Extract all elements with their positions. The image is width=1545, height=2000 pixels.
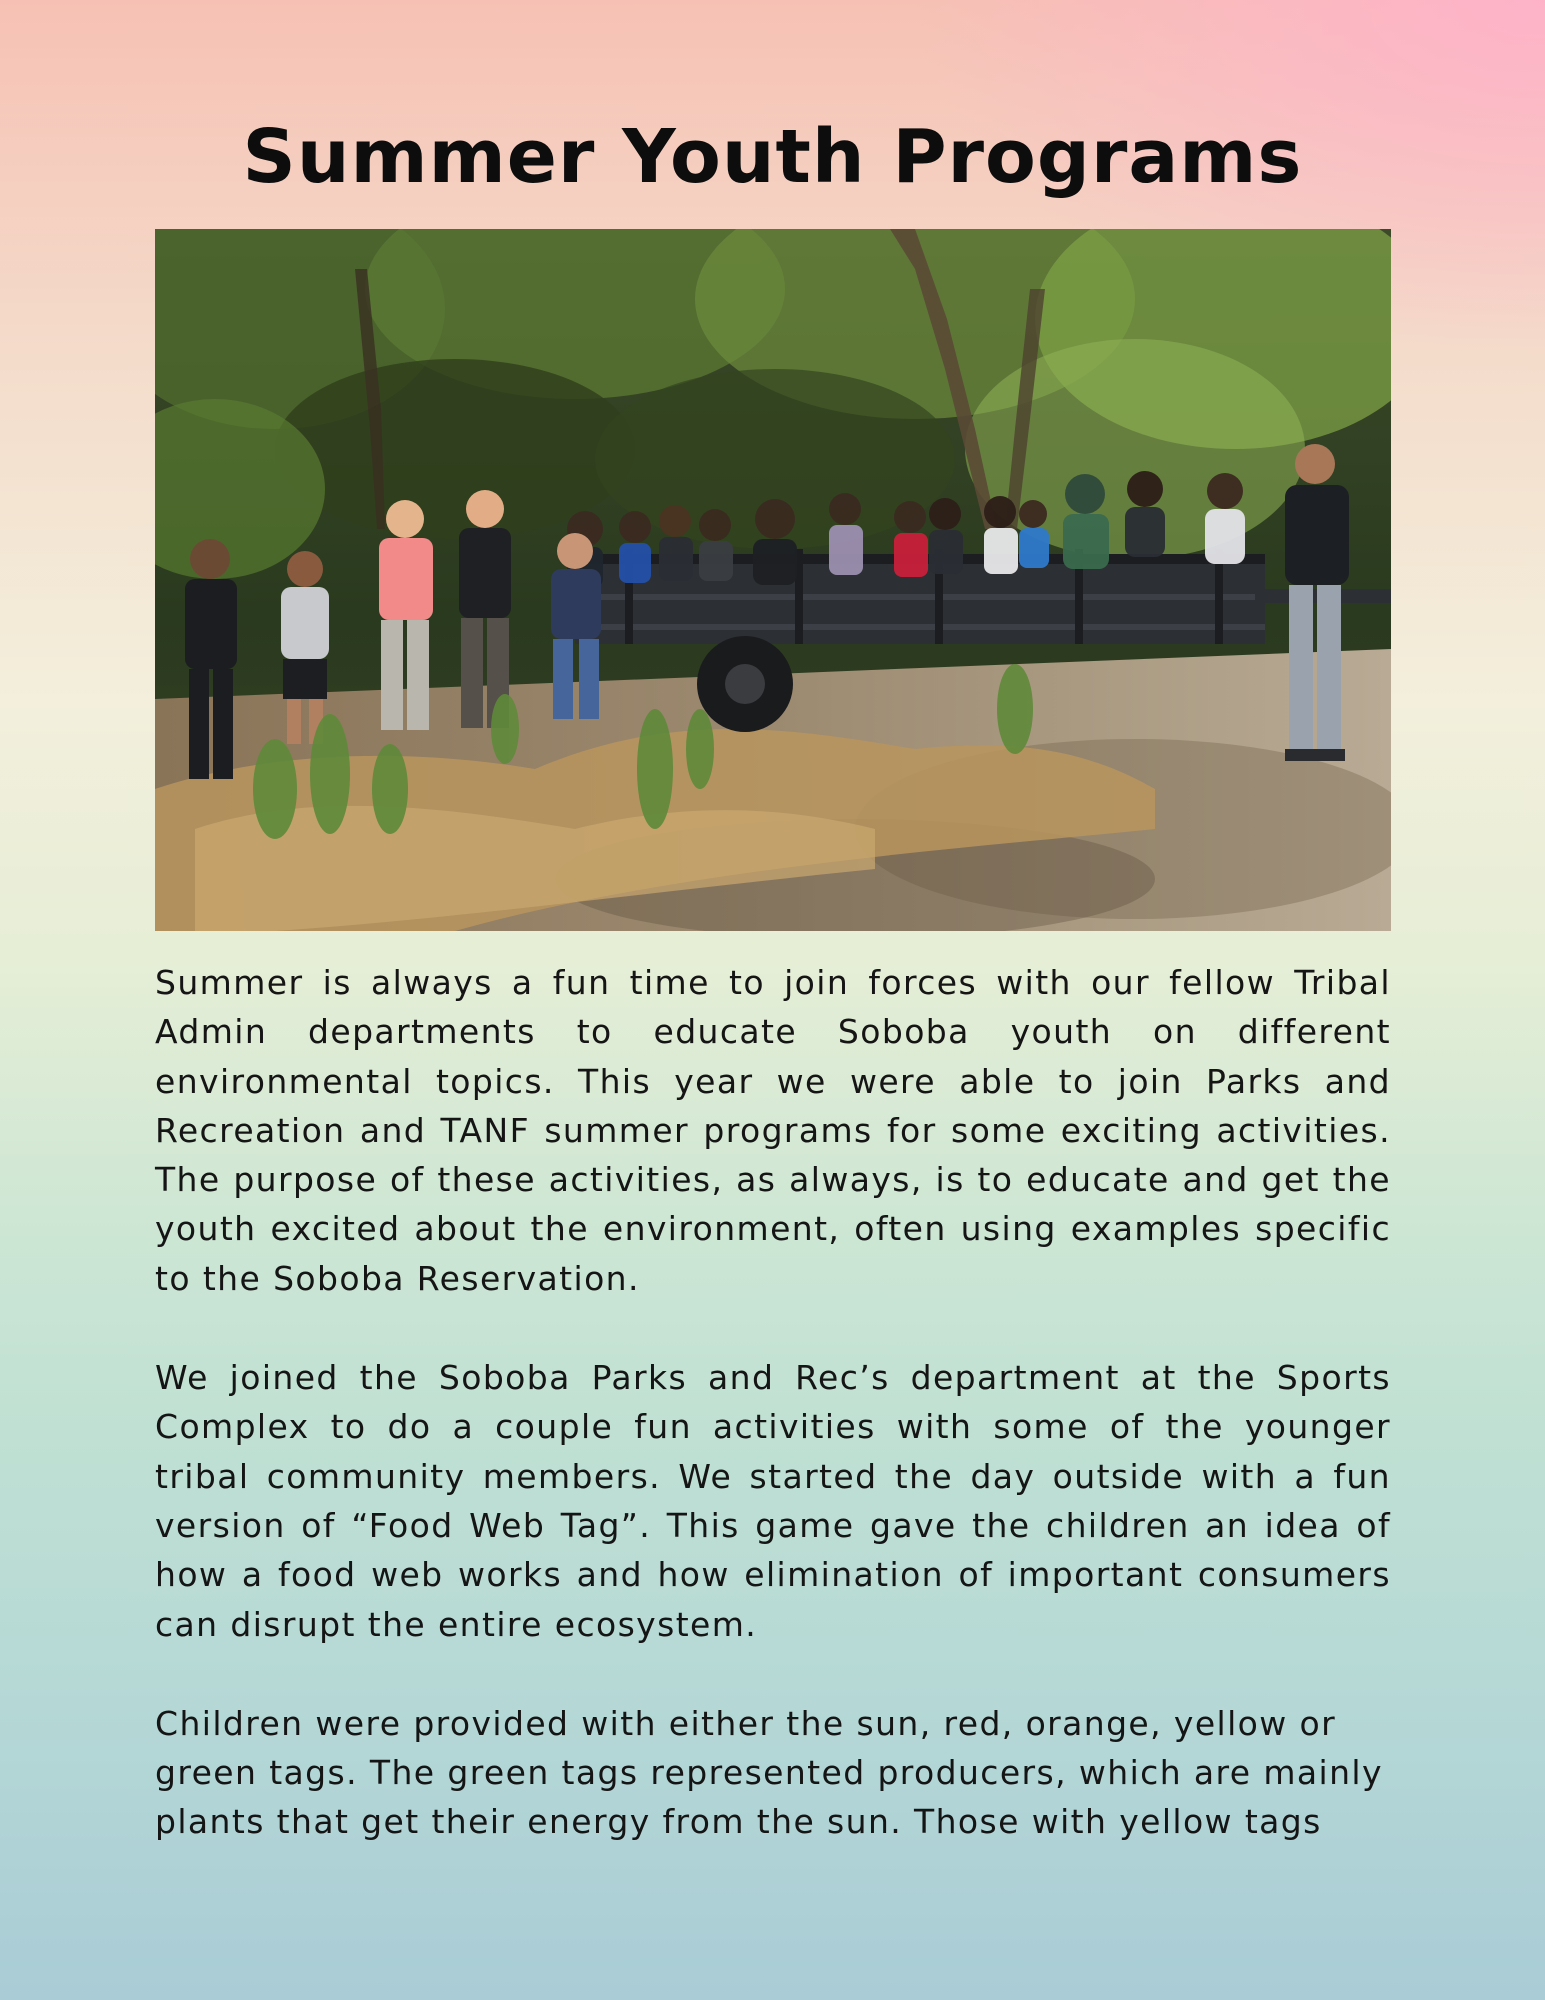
paragraph-3: Children were provided with either the sun, red, orange, yellow or green tags. The green tags represented producers, which are mainly plants that get their energy from the sun. Those with yellow tags: [155, 1703, 1383, 1842]
paragraph-1: Summer is always a fun time to join forces with our fellow Tribal Admin departments to educate Soboba youth on different environmental topics. This year we were able to join Parks and Recreation and TANF summer programs for some exciting activities. The purpose of these activities, as always, is to educate and get the youth excited about the environment, often using examples specific to the Soboba Reservation.: [155, 963, 1391, 1298]
article-body: [155, 958, 1391, 1897]
group-photo-illustration: [155, 229, 1391, 931]
paragraph-2: We joined the Soboba Parks and Rec’s department at the Sports Complex to do a couple fun activities with some of the younger tribal community members. We started the day outside with a fun version of “Food Web Tag”. This game gave the children an idea of how a food web works and how elimination of important consumers can disrupt the entire ecosystem.: [155, 1358, 1391, 1644]
group-photo: [155, 229, 1391, 931]
page-title: Summer Youth Programs: [242, 114, 1303, 200]
